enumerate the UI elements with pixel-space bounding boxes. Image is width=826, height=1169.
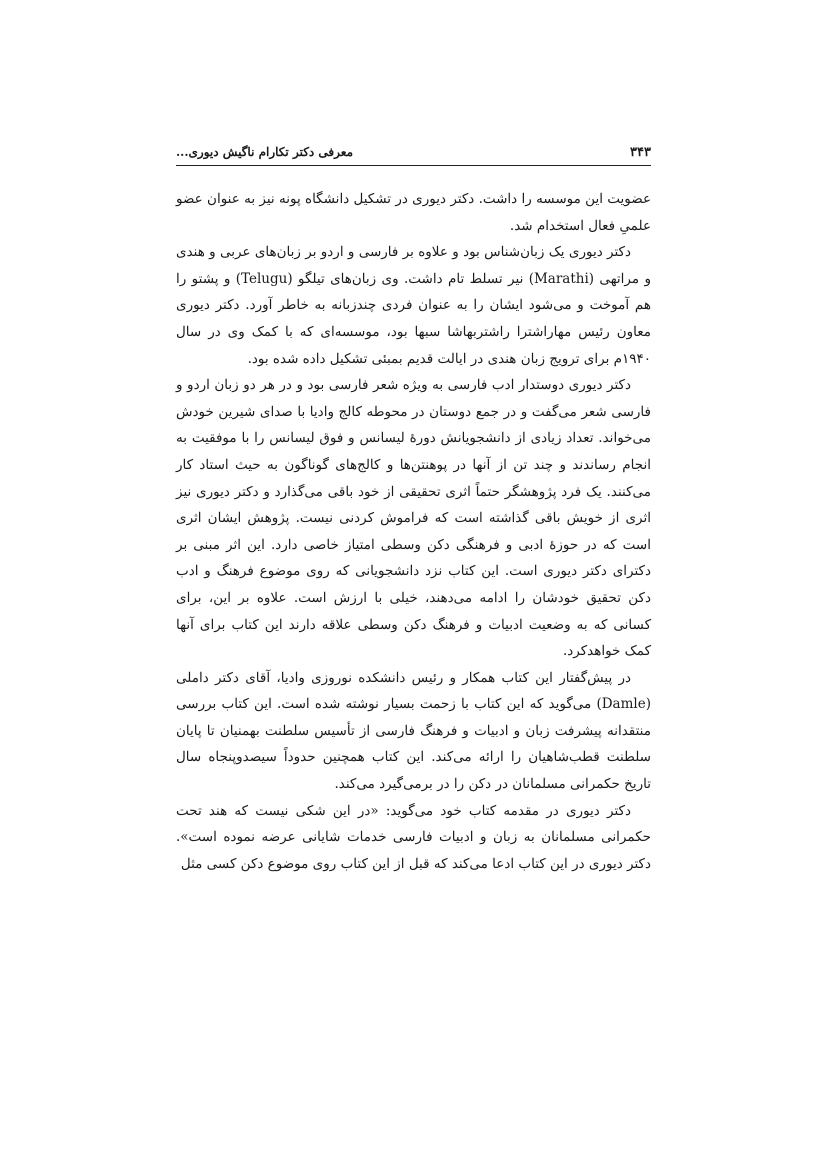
paragraph: دکتر دیوری یک زبان‌شناس بود و علاوه بر فارسی و اردو بر زبان‌های عربی و هندی و مراتهی (Marathi) نیر تسلط تام داشت. وی زبان‌های تیلگو (Telugu) و پشتو را هم آموخت و می‌شود ایشان را به عنوان فردی چندزبانه به خاطر آورد. دکتر دیوری معاون رئیس مهاراشترا راشتربهاشا سبها بود، موسسه‌ای که با کمک وی در سال ۱۹۴۰م برای ترویج زبان هندی در ایالت قدیم بمبئی تشکیل داده شده بود. <box>176 244 651 367</box>
paragraph: عضویت این موسسه را داشت. دکتر دیوری در تشکیل دانشگاه پونه نیز به عنوان عضو علمیِ فعال استخدام شد. <box>176 191 651 234</box>
paragraph: دکتر دیوری دوستدار ادب فارسی به ویژه شعر فارسی بود و در هر دو زبان اردو و فارسی شعر می‌گفت و در جمع دوستان در محوطه کالج وادیا با صدای شیرین خودش می‌خواند. تعداد زیادی از دانشجویانش دورهٔ لیسانس و فوق لیسانس را با موفقیت به انجام رساندند و چند تن از آنها در پوهنتن‌ها و کالج‌های گوناگون به حیث استاد کار می‌کنند. یک فرد پژوهشگر حتماً اثری تحقیقی از خود باقی می‌گذارد و دکتر دیوری نیز اثری از خویش باقی گذاشته است که فراموش کردنی نیست. پژوهش ایشان اثری است که در حوزهٔ ادبی و فرهنگی دکن وسطی امتیاز خاصی دارد. این اثر مبنی بر دکترای دکتر دیوری است. این کتاب نزد دانشجویانی که روی موضوع فرهنگ و ادب دکن تحقیق خودشان را ادامه می‌دهند، خیلی با ارزش است. علاوه بر این، برای کسانی که به وضعیت ادبیات و فرهنگ دکن وسطی علاقه دارند این کتاب برای آنها کمک خواهدکرد. <box>176 377 651 660</box>
paragraph: دکتر دیوری در مقدمه کتاب خود می‌گوید: «در این شکی نیست که هند تحت حکمرانی مسلمانان به زبان و ادبیات فارسی خدمات شایانی عرضه نموده است». دکتر دیوری در این کتاب ادعا می‌کند که قبل از این کتاب روی موضوع دکن کسی مثل <box>176 802 651 872</box>
page-header <box>176 143 651 166</box>
paragraph: در پیش‌گفتار این کتاب همکار و رئیس دانشکده نوروزی وادیا، آقای دکتر داملی (Damle) می‌گوید که این کتاب با زحمت بسیار نوشته شده است. این کتاب بررسی منتقدانه پیشرفت زبان و ادبیات و فرهنگ فارسی از تأسیس سلطنت بهمنیان تا پایان سلطنت قطب‌شاهیان را ارائه می‌کند. این کتاب همچنین حدوداً سیصدوپنجاه سال تاریخ حکمرانی مسلمانان در دکن را در برمی‌گیرد می‌کند. <box>176 669 651 793</box>
body-text <box>176 186 651 877</box>
page-number: ۳۴۳ <box>630 145 651 160</box>
running-title: معرفی دکتر تکارام ناگیش دیوری... <box>176 145 353 159</box>
